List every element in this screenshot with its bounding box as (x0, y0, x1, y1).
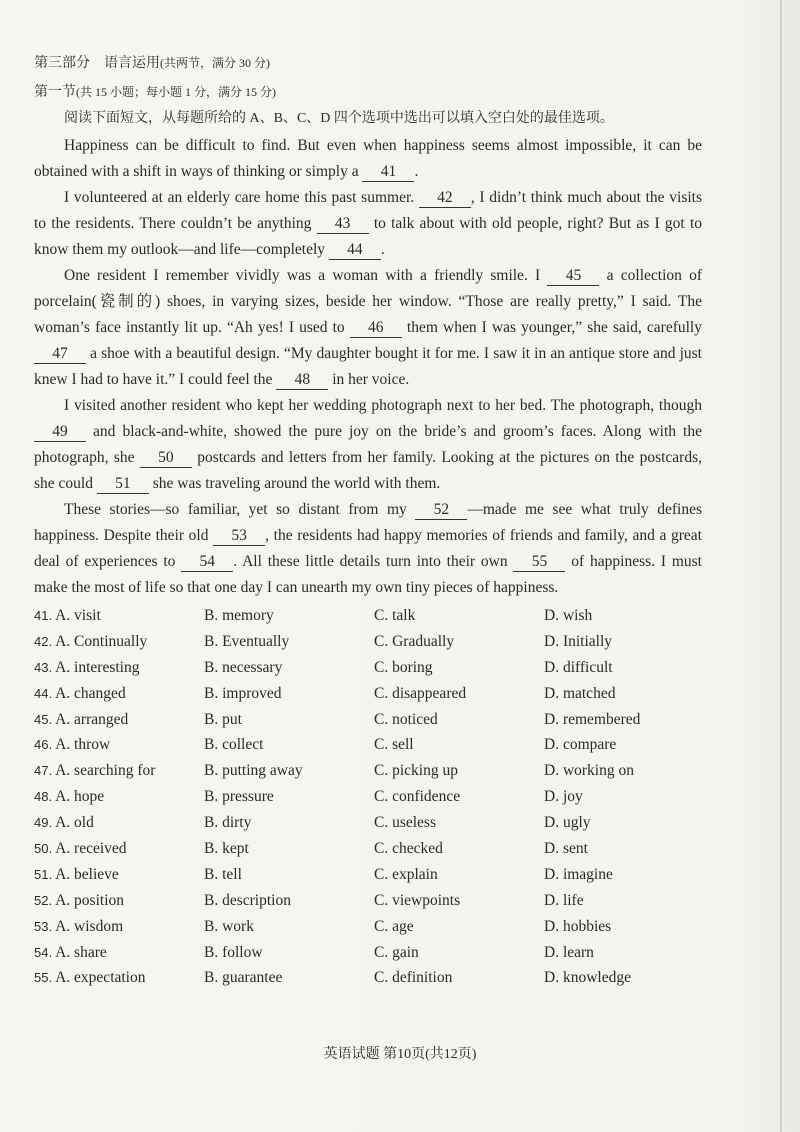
option-d: D. matched (544, 684, 616, 702)
page-footer: 英语试题 第10页(共12页) (323, 1047, 477, 1062)
option-d: D. working on (544, 762, 634, 780)
question-number: 51. (34, 866, 53, 882)
option-c: C. picking up (374, 762, 458, 780)
passage-text: a shoe with a beautiful design. “My daughter bought it for me. I saw it in an antique store and just knew I had to have it.” I could feel the (34, 345, 702, 388)
option-d: D. learn (544, 943, 594, 961)
answer-blank: 50 (140, 449, 192, 468)
content-area (34, 54, 702, 991)
option-a (34, 892, 204, 910)
option-b: B. put (204, 710, 242, 728)
section-title-text: 第一节 (34, 85, 76, 100)
option-c: C. boring (374, 658, 433, 676)
option-row (34, 914, 702, 940)
option-d: D. remembered (544, 710, 641, 728)
passage-text: Happiness can be difficult to find. But even when happiness seems almost impossible, it can be obtained with a shift in ways of thinking or simply a (34, 137, 702, 180)
option-row (34, 758, 702, 784)
option-d: D. imagine (544, 865, 613, 883)
answer-blank: 42 (419, 189, 471, 208)
option-a (34, 762, 204, 780)
option-b: B. improved (204, 684, 282, 702)
passage-paragraph (34, 263, 702, 393)
option-row (34, 862, 702, 888)
option-a-text: A. old (55, 814, 94, 832)
answer-blank: 49 (34, 423, 86, 442)
option-a (34, 969, 204, 987)
option-a (34, 659, 204, 677)
option-b: B. tell (204, 865, 242, 883)
question-number: 53. (34, 918, 53, 934)
question-number: 55. (34, 970, 53, 986)
option-b: B. dirty (204, 814, 252, 832)
option-b: B. kept (204, 839, 249, 857)
part-title (34, 54, 702, 73)
answer-blank: 43 (317, 215, 369, 234)
option-b: B. memory (204, 606, 274, 624)
option-a-text: A. searching for (55, 762, 156, 780)
option-d: D. life (544, 891, 584, 909)
answer-blank: 47 (34, 345, 86, 364)
option-c: C. noticed (374, 710, 438, 728)
option-c: C. sell (374, 736, 414, 754)
option-c: C. checked (374, 839, 443, 857)
question-number: 46. (34, 737, 53, 753)
option-a-text: A. received (55, 839, 127, 857)
option-c: C. confidence (374, 788, 461, 806)
option-c: C. disappeared (374, 684, 467, 702)
option-a (34, 711, 204, 729)
option-c: C. definition (374, 969, 453, 987)
option-b: B. guarantee (204, 969, 283, 987)
options-list (34, 603, 702, 991)
question-number: 44. (34, 685, 53, 701)
option-c: C. useless (374, 814, 436, 832)
passage (34, 133, 702, 601)
answer-blank: 54 (181, 553, 233, 572)
option-b: B. work (204, 917, 254, 935)
answer-blank: 45 (547, 267, 599, 286)
option-b: B. collect (204, 736, 264, 754)
option-d: D. joy (544, 788, 583, 806)
option-row (34, 603, 702, 629)
question-number: 43. (34, 659, 53, 675)
answer-blank: 52 (415, 501, 467, 520)
option-a-text: A. hope (55, 788, 105, 806)
passage-text: . All these little details turn into their own (233, 553, 514, 570)
option-row (34, 681, 702, 707)
option-a (34, 840, 204, 858)
passage-text: of happiness. I must make the most of life so that one day I can unearth my own tiny pieces of happiness. (34, 553, 702, 596)
question-number: 49. (34, 815, 53, 831)
passage-text: I volunteered at an elderly care home this past summer. (64, 189, 419, 206)
passage-paragraph (34, 393, 702, 497)
option-a-text: A. believe (55, 865, 119, 883)
option-row (34, 810, 702, 836)
passage-text: a collection of porcelain(瓷制的) shoes, in varying sizes, beside her window. “Those are really pretty,” I said. The woman’s face instantly lit up. “Ah yes! I used to (34, 267, 703, 336)
option-a-text: A. arranged (55, 710, 129, 728)
passage-text: , the residents had happy memories of friends and family, and a great deal of experiences to (34, 527, 702, 570)
option-d: D. ugly (544, 814, 591, 832)
option-row (34, 940, 702, 966)
passage-text: she was traveling around the world with them. (148, 475, 441, 492)
option-row (34, 629, 702, 655)
option-row (34, 784, 702, 810)
option-a-text: A. share (55, 943, 107, 961)
option-d: D. hobbies (544, 917, 612, 935)
answer-blank: 41 (362, 163, 414, 182)
option-d: D. Initially (544, 632, 613, 650)
option-a (34, 685, 204, 703)
option-c: C. talk (374, 606, 416, 624)
question-number: 47. (34, 763, 53, 779)
option-b: B. Eventually (204, 632, 290, 650)
question-number: 42. (34, 633, 53, 649)
passage-paragraph (34, 185, 702, 263)
section-title (34, 83, 702, 102)
option-row (34, 655, 702, 681)
question-number: 54. (34, 944, 53, 960)
option-row (34, 707, 702, 733)
option-a (34, 814, 204, 832)
option-c: C. viewpoints (374, 891, 461, 909)
answer-blank: 55 (513, 553, 565, 572)
passage-text: and black-and-white, showed the pure joy on the bride’s and groom’s faces. Along with the photograph, she (34, 423, 702, 466)
part-title-text: 第三部分 语言运用 (34, 56, 160, 71)
option-a-text: A. throw (55, 736, 111, 754)
option-c: C. explain (374, 865, 438, 883)
option-a-text: A. position (55, 891, 125, 909)
answer-blank: 51 (97, 475, 149, 494)
option-c: C. age (374, 917, 414, 935)
passage-text: , I didn’t think much about the visits to the residents. There couldn’t be anything (34, 189, 703, 232)
passage-text: in her voice. (328, 371, 410, 388)
passage-text: to talk about with old people, right? But as I got to know them my outlook—and life—completely (34, 215, 702, 258)
answer-blank: 44 (329, 241, 381, 260)
option-d: D. knowledge (544, 969, 631, 987)
answer-blank: 48 (276, 371, 328, 390)
option-b: B. putting away (204, 762, 303, 780)
option-a-text: A. changed (55, 684, 126, 702)
option-a (34, 866, 204, 884)
page-edge-shadow (780, 0, 782, 1132)
option-b: B. description (204, 891, 291, 909)
option-row (34, 965, 702, 991)
question-number: 50. (34, 840, 53, 856)
question-number: 41. (34, 607, 53, 623)
option-a (34, 944, 204, 962)
passage-text: . (414, 163, 419, 180)
option-row (34, 732, 702, 758)
option-d: D. difficult (544, 658, 613, 676)
option-b: B. necessary (204, 658, 283, 676)
passage-paragraph (34, 497, 702, 601)
option-row (34, 888, 702, 914)
option-c: C. gain (374, 943, 419, 961)
option-a (34, 633, 204, 651)
answer-blank: 53 (213, 527, 265, 546)
question-number: 52. (34, 892, 53, 908)
option-row (34, 836, 702, 862)
part-note: (共两节，满分 30 分) (160, 56, 270, 70)
passage-text: These stories—so familiar, yet so distant from my (64, 501, 416, 518)
passage-text: . (380, 241, 385, 258)
option-a-text: A. expectation (55, 969, 146, 987)
option-a-text: A. interesting (55, 658, 140, 676)
option-a-text: A. wisdom (55, 917, 124, 935)
passage-text: I visited another resident who kept her wedding photograph next to her bed. The photograph, though (64, 397, 702, 414)
question-number: 48. (34, 789, 53, 805)
option-d: D. sent (544, 839, 588, 857)
option-a (34, 918, 204, 936)
passage-text: One resident I remember vividly was a woman with a friendly smile. I (64, 267, 548, 284)
option-b: B. follow (204, 943, 263, 961)
option-b: B. pressure (204, 788, 274, 806)
passage-text: —made me see what truly defines happiness. Despite their old (34, 501, 702, 544)
passage-text: postcards and letters from her family. Looking at the pictures on the postcards, she could (34, 449, 703, 492)
instruction: 阅读下面短文，从每题所给的 A、B、C、D 四个选项中选出可以填入空白处的最佳选项。 (64, 111, 614, 126)
question-number: 45. (34, 711, 53, 727)
answer-blank: 46 (350, 319, 402, 338)
option-a (34, 788, 204, 806)
option-a (34, 607, 204, 625)
section-note: (共 15 小题；每小题 1 分，满分 15 分) (76, 85, 276, 99)
option-d: D. compare (544, 736, 617, 754)
passage-text: them when I was younger,” she said, carefully (401, 319, 702, 336)
option-c: C. Gradually (374, 632, 455, 650)
option-d: D. wish (544, 606, 593, 624)
option-a-text: A. visit (55, 606, 101, 624)
passage-paragraph (34, 133, 702, 185)
option-a-text: A. Continually (55, 632, 148, 650)
option-a (34, 736, 204, 754)
